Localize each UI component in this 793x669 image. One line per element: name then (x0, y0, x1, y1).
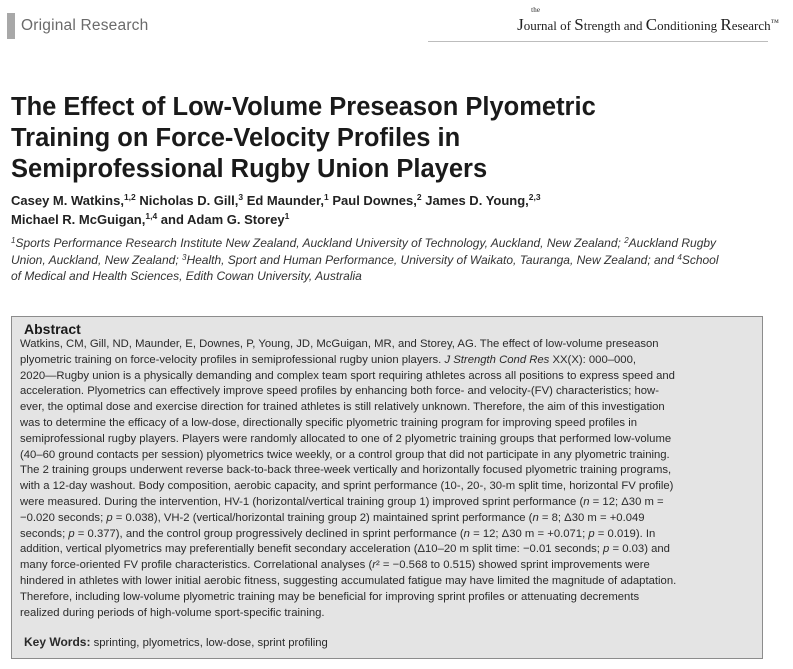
abstract-line: plyometric training on force-velocity profiles in semiprofessional rugby union players. J Strength Cond Res XX(X): 000–000, (20, 353, 637, 366)
keywords-label: Key Words: (24, 635, 91, 649)
author-name: Ed Maunder, (243, 193, 324, 208)
author-list (11, 192, 781, 229)
author-affiliation-sup: 2,3 (528, 192, 541, 202)
abstract-line: addition, vertical plyometrics may preferentially benefit secondary acceleration (Δ10–20 m split time: −0.01 seconds; p = 0.03) and (20, 543, 670, 556)
abstract-line: many force-oriented FV profile characteristics. Correlational analyses (r² = −0.568 to 0.515) showed sprint improvements were (20, 559, 650, 572)
abstract-line: was to determine the efficacy of a low-dose, directionally specific plyometric training program for improving speed profiles in (20, 416, 638, 429)
abstract-line: semiprofessional rugby players. Players were randomly allocated to one of 2 plyometric training groups that performed low-volume (20, 432, 672, 445)
abstract-line: The 2 training groups underwent reverse back-to-back three-week vertically and horizontally focused plyometric training programs, (20, 464, 672, 477)
author-affiliation-sup: 1,2 (123, 192, 136, 202)
abstract-line: seconds; p = 0.377), and the control group progressively declined in sprint performance (n = 12; Δ30 m = +0.071; p = 0.019). In (20, 527, 656, 540)
title-line: The Effect of Low-Volume Preseason Plyometric (11, 93, 596, 121)
author-affiliation-sup: 3 (238, 192, 244, 202)
abstract-heading: Abstract (24, 321, 81, 337)
abstract-line: realized during periods of high-volume sport-specific training. (20, 606, 325, 619)
affiliation-line: of Medical and Health Sciences, Edith Cowan University, Australia (11, 269, 362, 283)
abstract-line: hindered in athletes with lower initial aerobic fitness, suggesting accumulated fatigue may have limited the magnitude of adaptation. (20, 574, 677, 587)
abstract-line: −0.020 seconds; p = 0.038), VH-2 (vertical/horizontal training group 2) maintained sprint performance (n = 8; Δ30 m = +0.049 (20, 511, 645, 524)
author-name: Paul Downes, (328, 193, 417, 208)
author-affiliation-sup: 1,4 (145, 210, 158, 221)
author-name: Casey M. Watkins, (11, 193, 124, 208)
title-line: Training on Force-Velocity Profiles in (11, 124, 461, 152)
header-rule (428, 41, 768, 42)
abstract-line: 2020—Rugby union is a physically demanding and complex team sport requiring athletes across all positions to express speed and (20, 369, 675, 382)
abstract-line: Therefore, including low-volume plyometric training may be beneficial for improving sprint profiles or attenuating decrements (20, 590, 640, 603)
author-affiliation-sup: 2 (416, 192, 422, 202)
abstract-line: (40–60 ground contacts per session) plyometrics twice weekly, or a control group that did not participate in any plyometric training. (20, 448, 670, 461)
abstract-body (20, 337, 756, 621)
author-name: Nicholas D. Gill, (135, 193, 239, 208)
section-tag-bar (7, 13, 15, 39)
abstract-line: acceleration. Plyometrics can effectively improve speed profiles by enhancing both force- and velocity-(FV) characteristics; how- (20, 385, 659, 398)
author-line (11, 211, 781, 230)
article-title (11, 92, 781, 185)
journal-name: Journal of Strength and Conditioning Research™ (517, 15, 779, 34)
abstract-box (11, 316, 763, 659)
journal-the: the (531, 6, 541, 14)
affiliation-line: $^1$Sports Performance Research Institute New Zealand, Auckland University of Technology, Auckland, New Zealand; $^2$Auckland Rugby (11, 236, 717, 250)
author-affiliation-sup: 1 (324, 192, 329, 202)
title-line: Semiprofessional Rugby Union Players (11, 155, 488, 183)
affiliations (11, 235, 783, 285)
abstract-line: Watkins, CM, Gill, ND, Maunder, E, Downes, P, Young, JD, McGuigan, MR, and Storey, AG. The effect of low-volume preseason (20, 338, 659, 350)
section-tag (7, 13, 148, 39)
author-name: and Adam G. Storey (157, 211, 285, 227)
keywords (24, 635, 328, 649)
keywords-text: sprinting, plyometrics, low-dose, sprint profiling (90, 637, 328, 649)
affiliation-line: Union, Auckland, New Zealand; $^3$Health, Sport and Human Performance, University of Waikato, Tauranga, New Zealand; and $^4$School (11, 252, 719, 267)
author-name: Michael R. McGuigan, (11, 211, 146, 227)
journal-logo (517, 4, 779, 35)
author-line (11, 192, 781, 211)
author-name: James D. Young, (421, 193, 529, 208)
abstract-line: were measured. During the intervention, HV-1 (horizontal/vertical training group 1) improved sprint performance (n = 12; Δ30 m = (20, 495, 664, 508)
abstract-line: with a 12-day washout. Body composition, aerobic capacity, and sprint performance (10-, 20-, 30-m split time, horizontal FV profile) (20, 480, 674, 493)
abstract-line: ever, the optimal dose and exercise direction for trained athletes is still relatively unknown. Therefore, the aim of this investigation (20, 401, 665, 414)
section-label: Original Research (21, 17, 149, 34)
page-header (0, 0, 793, 44)
author-affiliation-sup: 1 (284, 210, 290, 221)
